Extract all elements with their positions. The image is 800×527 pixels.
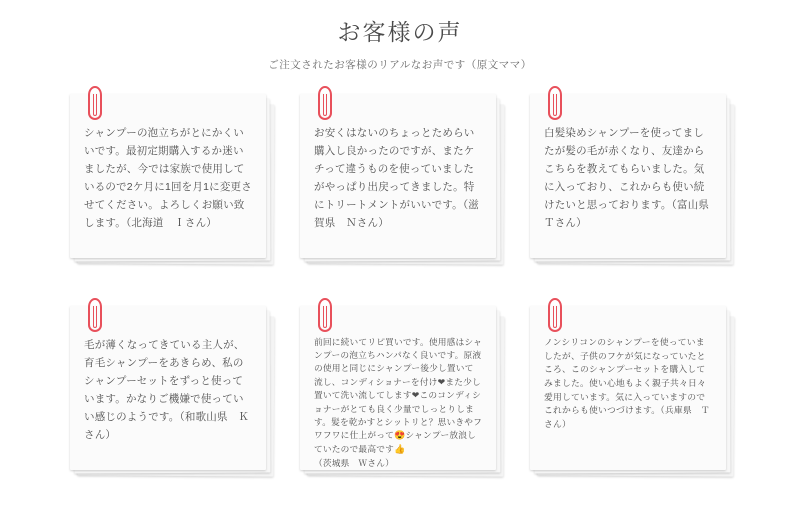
- testimonial-body: [300, 94, 496, 258]
- testimonial-body: [530, 306, 726, 470]
- heart-emoji-2: ❤: [411, 390, 420, 401]
- testimonial-text: 白髪染めシャンプーを使ってましたが髪の毛が赤くなり、友達からこちらを教えてもらいました。気に入っており、これからも使い続けたいと思っております。（富山県 Ｔさん）: [544, 127, 720, 230]
- page-title: お客様の声: [337, 19, 463, 45]
- testimonial-card-2: [300, 94, 500, 272]
- testimonial-text: シャンプーの泡立ちがとにかくいいです。最初定期購入するか迷いましたが、今では家族で使用しているので2ケ月に1回を月1に変更させてください。よろしくお願い致します。（北海道 Ｉさん）: [84, 127, 252, 230]
- testimonial-segment-5: （茨城県 Ｗさん）: [314, 457, 394, 468]
- testimonial-segment-4: シャンプー放浪していたので最高です: [314, 430, 477, 455]
- testimonial-card-4: [70, 306, 270, 484]
- testimonial-card-1: [70, 94, 270, 272]
- paperclip-icon: [548, 298, 562, 332]
- paperclip-icon: [318, 86, 332, 120]
- paperclip-icon: [88, 86, 102, 120]
- testimonial-body: [70, 94, 266, 258]
- testimonial-text: ノンシリコンのシャンプーを使っていましたが、子供のフケが気になっていたところ、このシャンプーセットを購入してみました。使い心地もよく親子共々日々愛用しています。気に入っていますのでこれからも使いつづけます。（兵庫県 Ｔさん）: [544, 337, 710, 429]
- testimonial-card-6: [530, 306, 730, 484]
- thumbsup-emoji: 👍: [394, 444, 406, 455]
- testimonial-text: 毛が薄くなってきている主人が、育毛シャンプーをあきらめ、私のシャンプーセットをずっと使っています。かなりご機嫌で使っていい感じのようです。（和歌山県 Ｋさん）: [84, 339, 250, 442]
- testimonial-text: [314, 336, 482, 470]
- smile-emoji: 😍: [394, 430, 406, 441]
- heart-emoji: ❤: [437, 376, 446, 387]
- testimonial-text: お安くはないのちょっとためらい購入し良かったのですが、またケチって違うものを使っていましたがやっぱり出戻ってきました。特にトリートメントがいいです。（滋賀県 Ｎさん）: [314, 127, 480, 230]
- testimonial-grid: [70, 94, 730, 496]
- testimonial-card-5: [300, 306, 500, 484]
- testimonial-segment-1: 前回に続いてリピ買いです。使用感はシャンプーの泡立ちハンパなく良いです。原液の使用と同じにシャンプー後少し置いて流し、コンディショナーを付け: [314, 337, 482, 387]
- testimonials-page: [0, 8, 800, 527]
- testimonial-segment-3: このコンディショナーがとても良く少量でしっとりします。髪を乾かすとシットリと？思いきやフワフワに仕上がって: [314, 390, 482, 441]
- testimonial-segment-2: また少し置いて洗い流してします: [314, 376, 481, 401]
- testimonial-body: [300, 306, 496, 470]
- paperclip-icon: [88, 298, 102, 332]
- page-subtitle: ご注文されたお客様のリアルなお声です（原文ママ）: [268, 59, 532, 71]
- testimonial-card-3: [530, 94, 730, 272]
- testimonial-body: [70, 306, 266, 470]
- paperclip-icon: [318, 298, 332, 332]
- paperclip-icon: [548, 86, 562, 120]
- testimonial-body: [530, 94, 726, 258]
